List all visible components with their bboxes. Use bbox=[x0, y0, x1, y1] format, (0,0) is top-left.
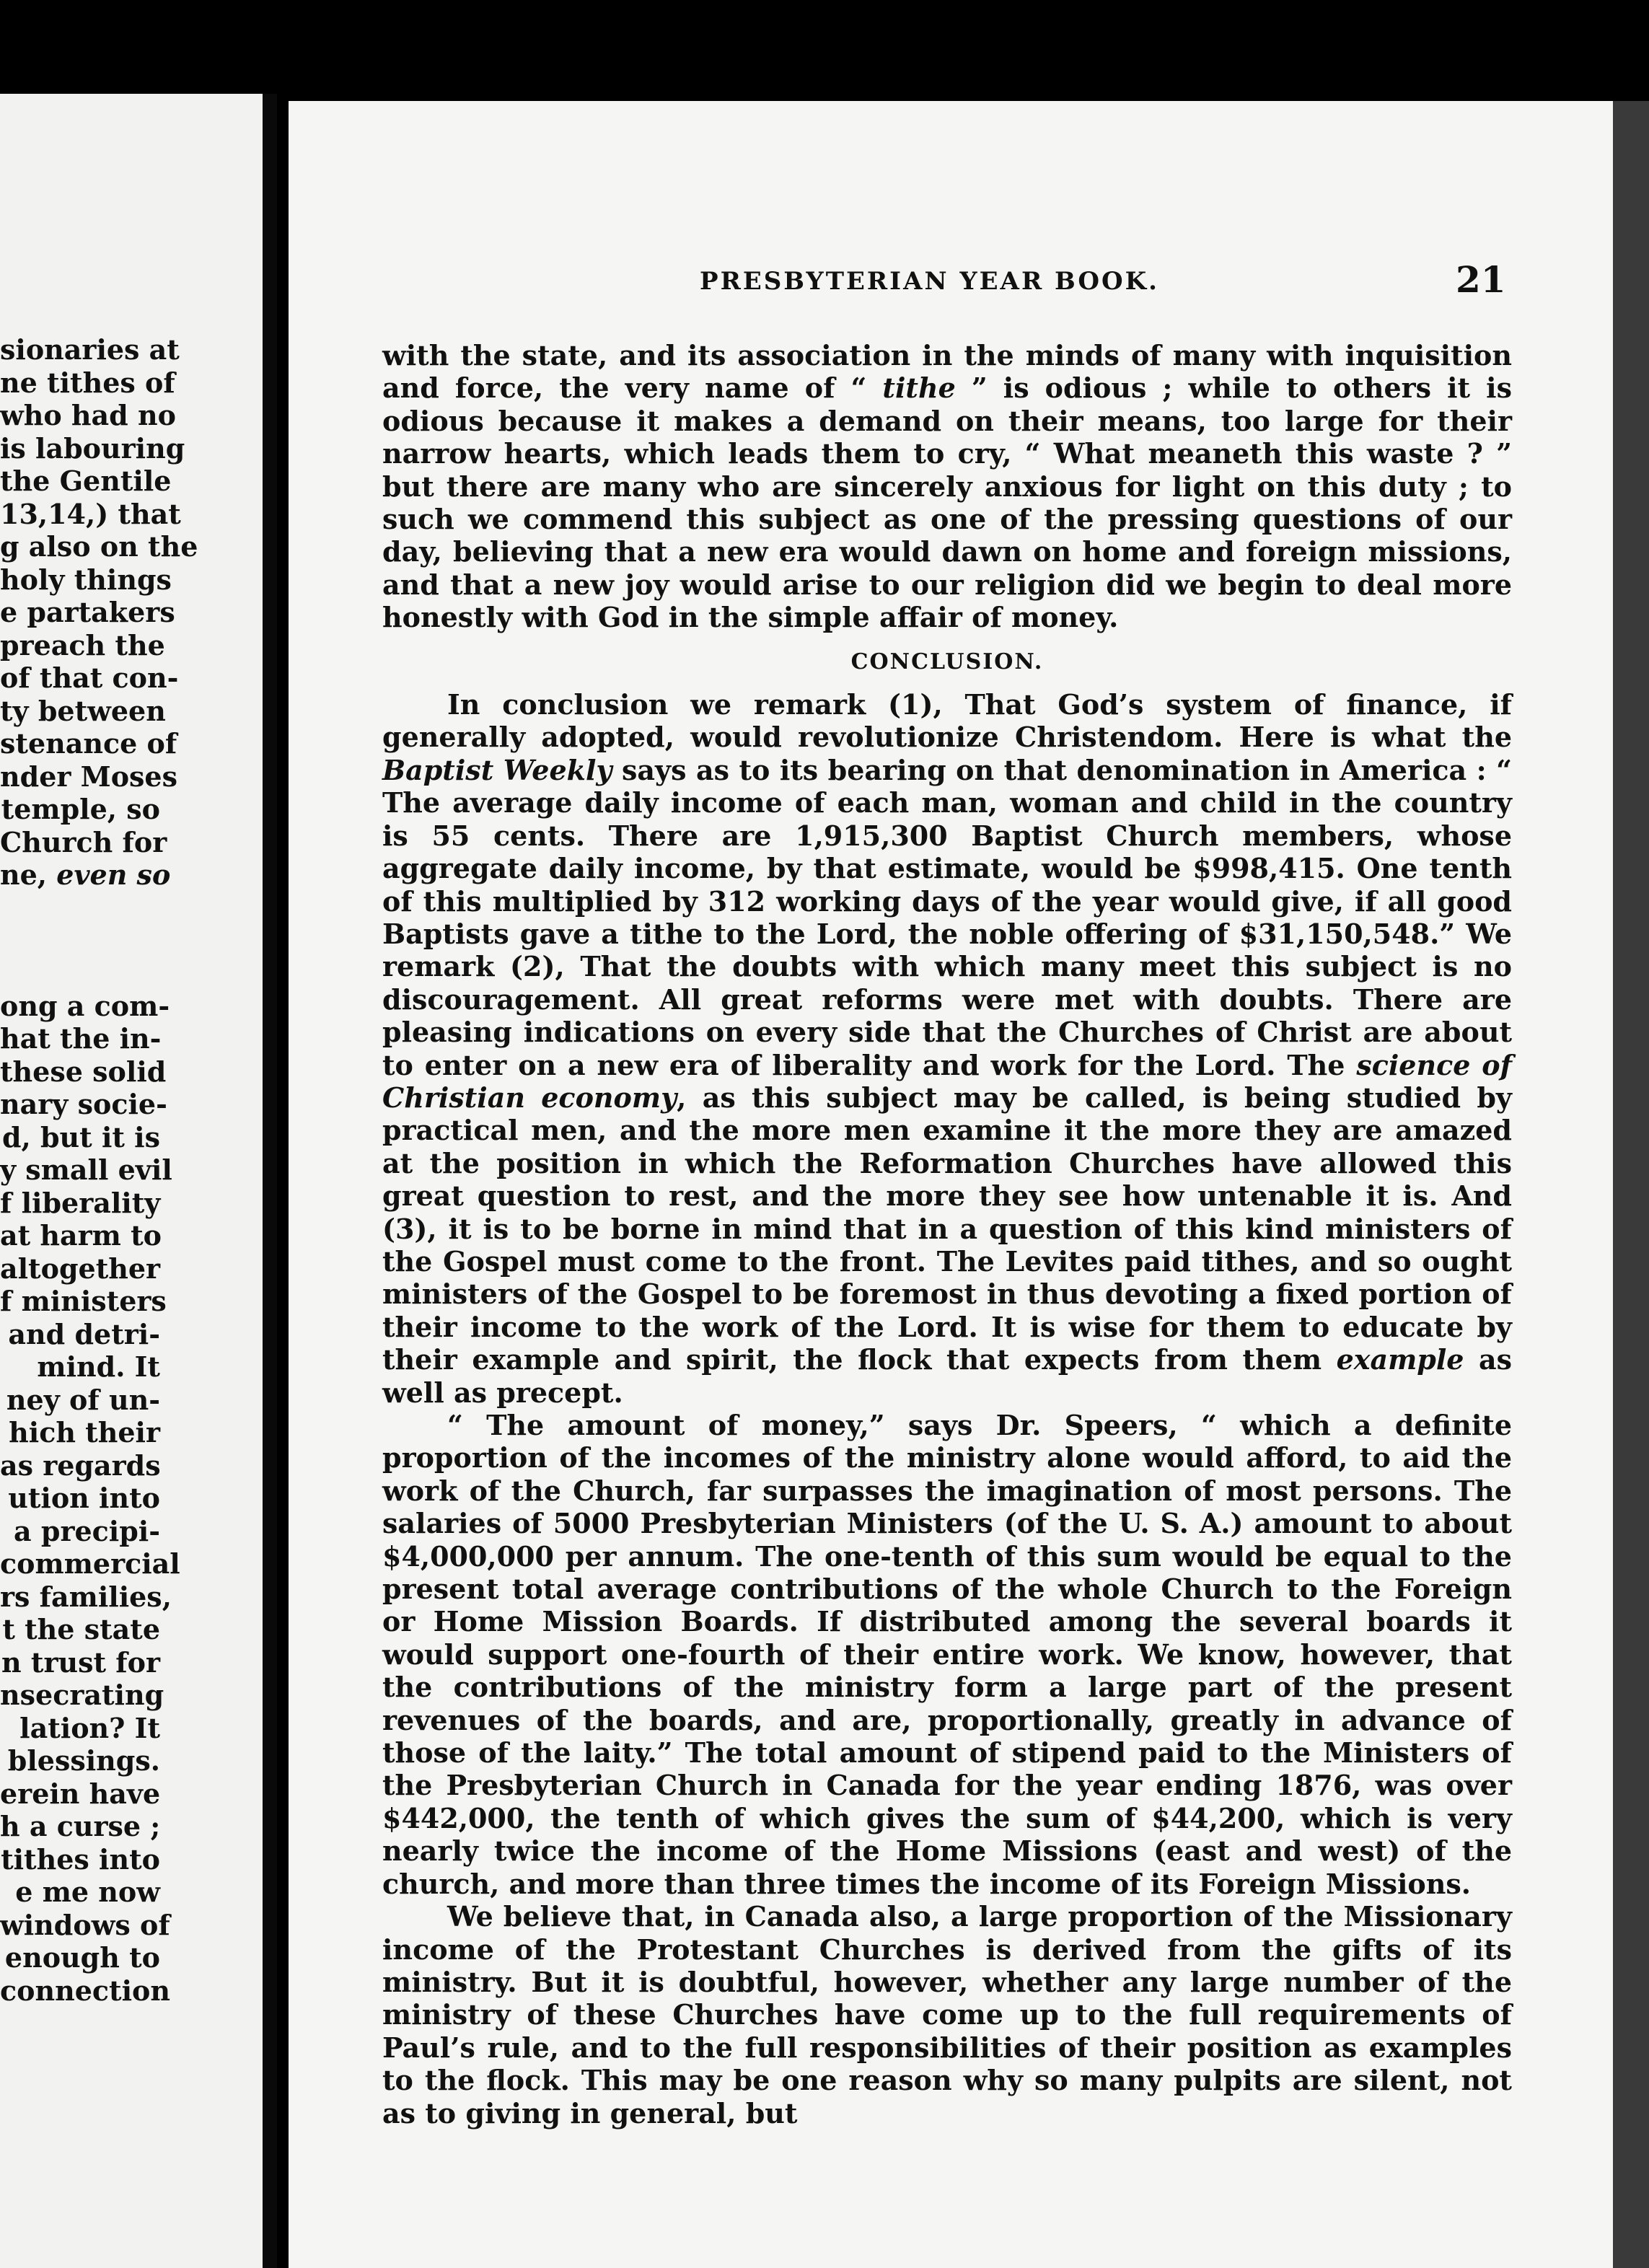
left-page-line: ney of un- bbox=[6, 1383, 160, 1416]
left-page-line: blessings. bbox=[7, 1744, 160, 1777]
left-page-line: nder Moses bbox=[0, 760, 177, 793]
paragraph-text: says as to its bearing on that denomination in America : “ The average daily income of each man, woman and child in the country is 55 cents. There are 1,915,300 Baptist Church members, whose aggregate daily income, by that estimate, would be $998,415. One tenth of this multiplied by 312 working days of the year would give, if all good Baptists gave a tithe to the Lord, the noble offering of $31,150,548.” We remark (2), That the doubts with which many meet this subject is no discouragement. All great reforms were met with doubts. There are pleasing indications on every side that the Churches of Christ are about to enter on a new era of liberality and work for the Lord. The bbox=[382, 753, 1512, 1081]
section-heading: CONCLUSION. bbox=[850, 649, 1044, 674]
left-page-line: ne, even so bbox=[0, 858, 171, 891]
italic-title: Baptist Weekly bbox=[382, 753, 612, 786]
left-page-line: who had no bbox=[0, 399, 176, 431]
left-page-line: h a curse ; bbox=[0, 1810, 161, 1842]
left-page-line: and detri- bbox=[8, 1317, 160, 1350]
left-page-line: rs families, bbox=[0, 1580, 172, 1613]
left-page-line: nary socie- bbox=[0, 1088, 167, 1120]
left-page-line: at harm to bbox=[0, 1219, 162, 1252]
left-page-line: t the state bbox=[2, 1613, 160, 1645]
left-page-line: y small evil bbox=[0, 1153, 172, 1186]
left-page-line: mind. It bbox=[37, 1350, 160, 1383]
left-page-line: tithes into bbox=[1, 1842, 160, 1876]
left-page-line: g also on the bbox=[0, 530, 198, 563]
left-page-line: 13,14,) that bbox=[0, 497, 181, 530]
book-spine bbox=[263, 94, 277, 2268]
left-page-line: is labouring bbox=[0, 431, 185, 465]
left-page-line: as regards bbox=[0, 1449, 161, 1482]
paragraph-canada: We believe that, in Canada also, a large proportion of the Missionary income of the Protestant Churches is derived from the gifts of its ministry. But it is doubtful, however, whether any large number of the ministry of these Churches have come up to the full requirements of Paul’s rule, and to the full responsibilities of their position as examples to the flock. This may be one reason why so many pulpits are silent, not as to giving in general, but bbox=[382, 1900, 1512, 2129]
left-page-line: n trust for bbox=[1, 1645, 160, 1679]
paragraph-conclusion bbox=[382, 688, 1512, 1409]
left-page-line: erein have bbox=[0, 1777, 161, 1810]
italic-phrase: science of Christian economy bbox=[382, 1048, 1512, 1114]
paragraph-opening-continued: with the state, and its association in the minds of many with inquisition and force, the very name of “ tithe ” is odious ; while to others it is odious because it makes a demand on their means, too large for their narrow hearts, which leads them to cry, “ What meaneth this waste ? ” but there are many who are sincerely anxious for light on this duty ; to such we commend this subject as one of the pressing questions of our day, believing that a new era would dawn on home and foreign missions, and that a new joy would arise to our religion did we begin to deal more honestly with God in the simple affair of money. bbox=[382, 339, 1512, 634]
left-page-line: Church for bbox=[0, 825, 167, 858]
left-page-line: hat the in- bbox=[0, 1022, 162, 1055]
left-page-line: a precipi- bbox=[14, 1514, 160, 1547]
left-page-line: these solid bbox=[0, 1055, 167, 1088]
left-page-line: d, but it is bbox=[1, 1120, 160, 1153]
running-head: PRESBYTERIAN YEAR BOOK. bbox=[700, 267, 1160, 296]
paragraph-text: , as this subject may be called, is being studied by practical men, and the more men examine it the more they are amazed at the position in which the Reformation Churches have allowed this great question to rest, and the more they see how untenable it is. And (3), it is to be borne in mind that in a question of this kind ministers of the Gospel must come to the front. The Levites paid tithes, and so ought ministers of the Gospel to be foremost in thus devoting a fixed portion of their income to the work of the Lord. It is wise for them to educate by their example and spirit, the flock that expects from them bbox=[382, 1081, 1512, 1376]
left-page-line: ution into bbox=[8, 1482, 160, 1514]
left-page-line: enough to bbox=[4, 1941, 160, 1974]
left-page-line: e me now bbox=[15, 1876, 160, 1908]
left-page-line: f liberality bbox=[0, 1186, 161, 1219]
page-body bbox=[382, 339, 1512, 2129]
left-page-line: hich their bbox=[9, 1416, 160, 1449]
left-page-line: sionaries at bbox=[0, 333, 180, 366]
left-page-line: temple, so bbox=[1, 793, 160, 825]
paragraph-text: In conclusion we remark (1), That God’s system of finance, if generally adopted, would revolutionize Christendom. Here is what the bbox=[382, 688, 1512, 754]
left-page-line: ne tithes of bbox=[0, 366, 175, 399]
left-page-line: f ministers bbox=[0, 1285, 167, 1317]
italic-word: example bbox=[1336, 1343, 1464, 1376]
left-page-line: connection bbox=[0, 1974, 171, 2007]
italic-word: tithe bbox=[882, 372, 956, 405]
left-page-line: ong a com- bbox=[0, 989, 170, 1022]
left-page-line: ty between bbox=[0, 694, 166, 727]
page-number: 21 bbox=[1456, 258, 1506, 301]
page-edge-shadow bbox=[1613, 101, 1649, 2268]
left-page-text-column bbox=[0, 333, 198, 2007]
left-page-line: e partakers bbox=[0, 596, 175, 628]
left-page-fragment bbox=[0, 94, 267, 2268]
left-page-line: holy things bbox=[0, 563, 172, 596]
left-page-line: stenance of bbox=[0, 727, 177, 760]
left-page-line: nsecrating bbox=[0, 1679, 164, 1711]
left-page-line: commercial bbox=[0, 1547, 180, 1580]
left-page-line: preach the bbox=[0, 628, 165, 662]
italic-phrase: even so bbox=[56, 858, 171, 891]
left-page-gap bbox=[0, 892, 160, 990]
left-page-line: windows of bbox=[0, 1908, 170, 1941]
paragraph-text: as well as precept. bbox=[382, 1343, 1513, 1409]
left-page-line: of that con- bbox=[0, 662, 179, 694]
left-page-line: the Gentile bbox=[0, 465, 172, 497]
left-page-line: lation? It bbox=[19, 1711, 160, 1744]
paragraph-speers-quote: “ The amount of money,” says Dr. Speers, “ which a definite proportion of the incomes of the ministry alone would afford, to aid the work of the Church, far surpasses the imagination of most persons. The salaries of 5000 Presbyterian Ministers (of the U. S. A.) amount to about $4,000,000 per annum. The one-tenth of this sum would be equal to the present total average contributions of the whole Church to the Foreign or Home Mission Boards. If distributed among the several boards it would support one-fourth of their entire work. We know, however, that the contributions of the ministry form a large part of the present revenues of the boards, and are, proportionally, greatly in advance of those of the laity.” The total amount of stipend paid to the Ministers of the Presbyterian Church in Canada for the year ending 1876, was over $442,000, the tenth of which gives the sum of $44,200, which is very nearly twice the income of the Home Missions (east and west) of the church, and more than three times the income of its Foreign Missions. bbox=[382, 1409, 1512, 1900]
left-page-line: altogether bbox=[0, 1252, 161, 1285]
